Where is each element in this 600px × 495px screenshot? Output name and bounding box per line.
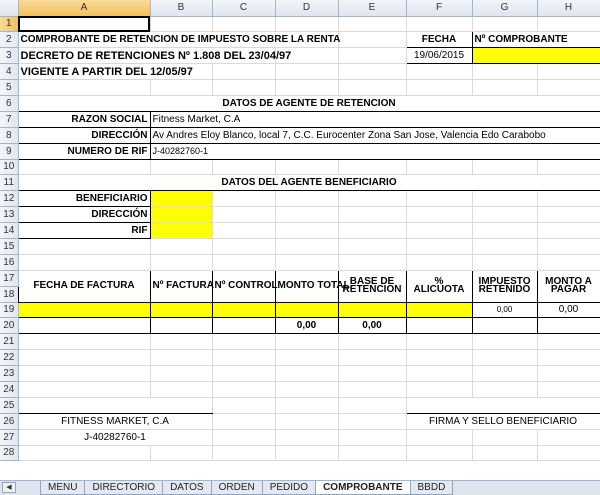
cell[interactable] (472, 429, 537, 445)
cell[interactable] (338, 381, 406, 397)
cell[interactable] (472, 254, 537, 270)
cell[interactable] (406, 366, 472, 382)
cell[interactable] (212, 32, 275, 48)
row-header[interactable]: 12 (0, 191, 18, 207)
row-header[interactable]: 21 (0, 334, 18, 350)
cell[interactable] (472, 80, 537, 96)
cell[interactable] (150, 318, 212, 334)
cell[interactable] (212, 381, 275, 397)
row-header[interactable]: 5 (0, 80, 18, 96)
cell[interactable] (537, 366, 600, 382)
input-base-retencion[interactable] (338, 302, 406, 318)
cell[interactable] (338, 32, 406, 48)
cell[interactable] (212, 397, 275, 413)
row-header[interactable]: 27 (0, 429, 18, 445)
cell[interactable] (275, 48, 338, 64)
impuesto-retenido-value[interactable]: 0,00 (472, 302, 537, 318)
column-header-h[interactable]: H (537, 0, 600, 16)
cell[interactable] (406, 445, 472, 461)
cell[interactable] (338, 16, 406, 32)
header-impuesto-retenido[interactable]: IMPUESTO RETENIDO (472, 270, 537, 302)
signature-line-left[interactable] (18, 397, 150, 413)
cell[interactable] (472, 334, 537, 350)
cell[interactable] (338, 366, 406, 382)
header-monto-total[interactable]: MONTO TOTAL (275, 270, 338, 302)
header-monto-pagar[interactable]: MONTO A PAGAR (537, 270, 600, 302)
column-header-e[interactable]: E (338, 0, 406, 16)
cell[interactable] (406, 238, 472, 254)
row-header[interactable]: 15 (0, 238, 18, 254)
cell[interactable] (18, 159, 150, 175)
cell[interactable] (18, 445, 150, 461)
cell[interactable] (338, 159, 406, 175)
row-header[interactable]: 22 (0, 350, 18, 366)
select-all-corner[interactable] (0, 0, 18, 16)
signature-line-right[interactable] (406, 397, 472, 413)
rif-label[interactable]: NUMERO DE RIF (18, 143, 150, 159)
row-header[interactable]: 1 (0, 16, 18, 32)
document-title[interactable]: COMPROBANTE DE RETENCION DE IMPUESTO SOBRE LA RENTA (18, 32, 150, 48)
cell[interactable] (537, 254, 600, 270)
cell[interactable] (275, 254, 338, 270)
row-header[interactable]: 17 (0, 270, 18, 286)
cell[interactable] (537, 381, 600, 397)
cell[interactable] (275, 207, 338, 223)
cell[interactable] (275, 429, 338, 445)
row-header[interactable]: 19 (0, 302, 18, 318)
row-header[interactable]: 28 (0, 445, 18, 461)
column-header-d[interactable]: D (275, 0, 338, 16)
cell[interactable] (150, 64, 212, 80)
cell[interactable] (472, 223, 537, 239)
cell[interactable] (275, 32, 338, 48)
cell[interactable] (406, 334, 472, 350)
cell[interactable] (537, 80, 600, 96)
row-header[interactable]: 13 (0, 207, 18, 223)
row-header[interactable]: 8 (0, 127, 18, 143)
cell[interactable] (472, 159, 537, 175)
cell[interactable] (18, 80, 150, 96)
cell[interactable] (212, 238, 275, 254)
cell[interactable] (472, 445, 537, 461)
sheet-tab-datos[interactable]: DATOS (162, 481, 212, 495)
cell[interactable] (537, 64, 600, 80)
cell[interactable] (18, 318, 150, 334)
input-fecha-factura[interactable] (18, 302, 150, 318)
cell[interactable] (150, 366, 212, 382)
first-sheet-arrow-icon[interactable]: ◀ (2, 482, 16, 493)
cell[interactable] (537, 334, 600, 350)
beneficiario-direccion-value[interactable] (150, 207, 212, 223)
input-monto-total[interactable] (275, 302, 338, 318)
cell-a1[interactable] (18, 16, 150, 32)
cell[interactable] (537, 238, 600, 254)
cell[interactable] (212, 223, 275, 239)
cell[interactable] (338, 64, 406, 80)
cell[interactable] (406, 350, 472, 366)
header-numero-factura[interactable]: Nº FACTURA (150, 270, 212, 302)
header-fecha-factura[interactable]: FECHA DE FACTURA (18, 270, 150, 302)
razon-social-value[interactable]: Fitness Market, C.A (150, 111, 600, 127)
cell[interactable] (212, 429, 275, 445)
signature-beneficiary-label[interactable]: FIRMA Y SELLO BENEFICIARIO (406, 413, 600, 429)
cell[interactable] (150, 16, 212, 32)
comprobante-value[interactable] (472, 48, 537, 64)
cell[interactable] (275, 64, 338, 80)
cell[interactable] (472, 318, 537, 334)
cell[interactable] (150, 334, 212, 350)
fecha-value[interactable]: 19/06/2015 (406, 48, 472, 64)
cell[interactable] (537, 159, 600, 175)
cell[interactable] (338, 238, 406, 254)
beneficiario-rif-value[interactable] (150, 223, 212, 239)
cell[interactable] (18, 334, 150, 350)
cell[interactable] (537, 318, 600, 334)
signature-company-name[interactable]: FITNESS MARKET, C.A (18, 413, 212, 429)
agente-section-title[interactable]: DATOS DE AGENTE DE RETENCION (18, 95, 600, 111)
header-alicuota[interactable]: % ALICUOTA (406, 270, 472, 302)
row-header[interactable]: 16 (0, 254, 18, 270)
cell[interactable] (275, 334, 338, 350)
decreto-line[interactable]: DECRETO DE RETENCIONES Nº 1.808 DEL 23/04/97 (18, 48, 150, 64)
direccion-value[interactable]: Av Andres Eloy Blanco, local 7, C.C. Eurocenter Zona San Jose, Valencia Edo Carabobo (150, 127, 600, 143)
total-base[interactable]: 0,00 (338, 318, 406, 334)
cell[interactable] (406, 381, 472, 397)
cell[interactable] (406, 80, 472, 96)
beneficiario-direccion-label[interactable]: DIRECCIÓN (18, 207, 150, 223)
column-header-b[interactable]: B (150, 0, 212, 16)
header-base-retencion[interactable]: BASE DE RETENCION (338, 270, 406, 302)
row-header[interactable]: 7 (0, 111, 18, 127)
monto-pagar-value[interactable]: 0,00 (537, 302, 600, 318)
beneficiario-rif-label[interactable]: RIF (18, 223, 150, 239)
cell[interactable] (212, 191, 275, 207)
cell[interactable] (537, 32, 600, 48)
cell[interactable] (275, 381, 338, 397)
cell[interactable] (275, 159, 338, 175)
cell[interactable] (212, 254, 275, 270)
header-numero-control[interactable]: Nº CONTROL (212, 270, 275, 302)
sheet-tab-comprobante[interactable]: COMPROBANTE (315, 481, 410, 495)
row-header[interactable]: 14 (0, 223, 18, 239)
cell[interactable] (150, 350, 212, 366)
cell[interactable] (150, 254, 212, 270)
cell[interactable] (472, 64, 537, 80)
column-header-a[interactable]: A (18, 0, 150, 16)
cell[interactable] (150, 238, 212, 254)
cell[interactable] (275, 350, 338, 366)
cell[interactable] (338, 254, 406, 270)
cell[interactable] (212, 207, 275, 223)
input-alicuota[interactable] (406, 302, 472, 318)
sheet-tab-menu[interactable]: MENU (40, 481, 85, 495)
cell[interactable] (275, 445, 338, 461)
cell[interactable] (150, 381, 212, 397)
sheet-tab-bbdd[interactable]: BBDD (410, 481, 454, 495)
cell[interactable] (18, 238, 150, 254)
cell[interactable] (537, 445, 600, 461)
sheet-tab-bar (0, 480, 600, 495)
cell[interactable] (212, 64, 275, 80)
cell[interactable] (406, 64, 472, 80)
row-header[interactable]: 26 (0, 413, 18, 429)
cell[interactable] (275, 238, 338, 254)
cell[interactable] (212, 334, 275, 350)
cell[interactable] (338, 397, 406, 413)
column-header-c[interactable]: C (212, 0, 275, 16)
cell[interactable] (472, 16, 537, 32)
cell[interactable] (406, 254, 472, 270)
cell[interactable] (537, 16, 600, 32)
cell[interactable] (338, 350, 406, 366)
cell[interactable] (537, 397, 600, 413)
row-header[interactable]: 10 (0, 159, 18, 175)
cell[interactable] (275, 223, 338, 239)
cell[interactable] (150, 445, 212, 461)
cell[interactable] (472, 381, 537, 397)
row-header[interactable]: 11 (0, 175, 18, 191)
column-header-g[interactable]: G (472, 0, 537, 16)
cell[interactable] (472, 191, 537, 207)
cell[interactable] (406, 159, 472, 175)
cell[interactable] (472, 238, 537, 254)
row-header[interactable]: 9 (0, 143, 18, 159)
cell[interactable] (338, 413, 406, 429)
cell[interactable] (338, 191, 406, 207)
tab-navigation (2, 482, 16, 493)
cell[interactable] (537, 223, 600, 239)
row-header[interactable]: 2 (0, 32, 18, 48)
sheet-tab-pedido[interactable]: PEDIDO (262, 481, 316, 495)
cell[interactable] (150, 48, 212, 64)
beneficiario-section-title[interactable]: DATOS DEL AGENTE BENEFICIARIO (18, 175, 600, 191)
razon-social-label[interactable]: RAZON SOCIAL (18, 111, 150, 127)
cell[interactable] (212, 48, 275, 64)
input-numero-control[interactable] (212, 302, 275, 318)
cell[interactable] (472, 397, 537, 413)
beneficiario-value[interactable] (150, 191, 212, 207)
cell[interactable] (275, 397, 338, 413)
fecha-label[interactable]: FECHA (406, 32, 472, 48)
cell[interactable] (472, 207, 537, 223)
row-header[interactable]: 20 (0, 318, 18, 334)
cell[interactable] (212, 445, 275, 461)
cell[interactable] (275, 191, 338, 207)
cell[interactable] (537, 48, 600, 64)
total-monto[interactable]: 0,00 (275, 318, 338, 334)
cell[interactable] (338, 445, 406, 461)
cell[interactable] (406, 223, 472, 239)
cell[interactable] (275, 413, 338, 429)
row-header[interactable]: 18 (0, 286, 18, 302)
cell[interactable] (212, 366, 275, 382)
cell[interactable] (212, 413, 275, 429)
beneficiario-label[interactable]: BENEFICIARIO (18, 191, 150, 207)
cell[interactable] (150, 397, 212, 413)
cell[interactable] (406, 318, 472, 334)
input-numero-factura[interactable] (150, 302, 212, 318)
cell[interactable] (537, 429, 600, 445)
cell[interactable] (338, 334, 406, 350)
cell[interactable] (537, 191, 600, 207)
cell[interactable] (150, 80, 212, 96)
cell[interactable] (406, 191, 472, 207)
rif-value[interactable]: J-40282760-1 (150, 143, 600, 159)
cell[interactable] (18, 254, 150, 270)
cell[interactable] (212, 318, 275, 334)
cell[interactable] (338, 223, 406, 239)
cell[interactable] (212, 80, 275, 96)
cell[interactable] (212, 159, 275, 175)
column-header-f[interactable]: F (406, 0, 472, 16)
signature-company-rif[interactable]: J-40282760-1 (18, 429, 212, 445)
vigente-line[interactable]: VIGENTE A PARTIR DEL 12/05/97 (18, 64, 150, 80)
cell[interactable] (212, 16, 275, 32)
cell[interactable] (338, 48, 406, 64)
cell[interactable] (150, 32, 212, 48)
cell[interactable] (18, 366, 150, 382)
row-header[interactable]: 6 (0, 95, 18, 111)
cell[interactable] (18, 381, 150, 397)
row-header[interactable]: 24 (0, 381, 18, 397)
cell[interactable] (537, 207, 600, 223)
comprobante-label[interactable]: Nº COMPROBANTE (472, 32, 537, 48)
cell[interactable] (406, 16, 472, 32)
row-header[interactable]: 23 (0, 366, 18, 382)
row-header[interactable]: 25 (0, 397, 18, 413)
direccion-label[interactable]: DIRECCIÓN (18, 127, 150, 143)
cell[interactable] (150, 159, 212, 175)
cell[interactable] (472, 350, 537, 366)
cell[interactable] (275, 80, 338, 96)
sheet-tab-directorio[interactable]: DIRECTORIO (84, 481, 163, 495)
sheet-tab-list (40, 481, 452, 495)
cell[interactable] (338, 80, 406, 96)
cell[interactable] (537, 350, 600, 366)
sheet-tab-orden[interactable]: ORDEN (211, 481, 263, 495)
row-header[interactable]: 3 (0, 48, 18, 64)
cell[interactable] (212, 350, 275, 366)
cell[interactable] (406, 429, 472, 445)
cell[interactable] (275, 16, 338, 32)
cell[interactable] (18, 350, 150, 366)
row-header[interactable]: 4 (0, 64, 18, 80)
cell[interactable] (275, 366, 338, 382)
cell[interactable] (338, 207, 406, 223)
cell[interactable] (472, 366, 537, 382)
cell[interactable] (338, 429, 406, 445)
cell[interactable] (406, 207, 472, 223)
